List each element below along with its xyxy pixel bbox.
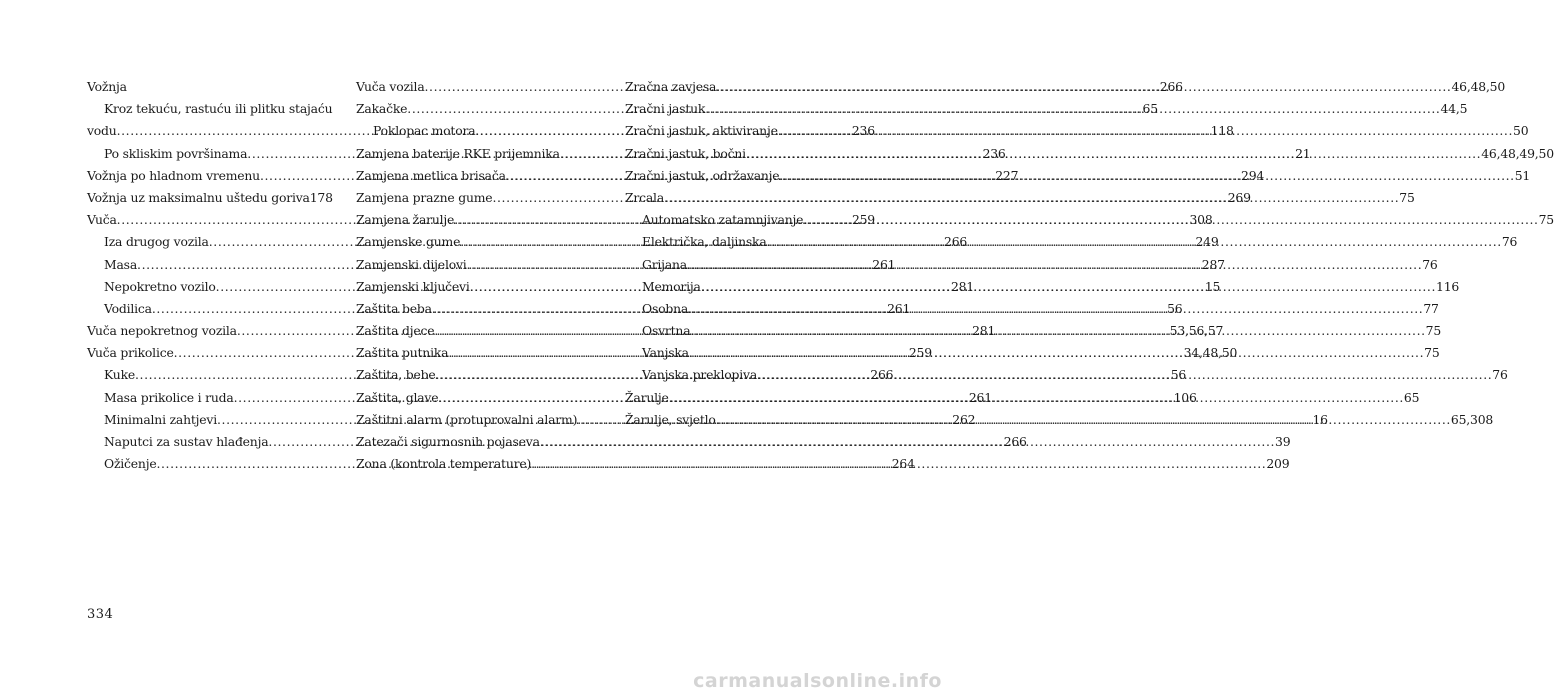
entry-label: Minimalni zahtjevi: [104, 411, 217, 427]
entry-page-ref: 281: [950, 278, 974, 294]
entry-label: Po skliskim površinama: [104, 145, 248, 161]
entry-label: Zračni jastuk, bočni: [625, 145, 746, 161]
entry-page-ref: 269: [1227, 189, 1251, 205]
entry-page-ref: 261: [968, 389, 992, 405]
entry-label: Vuča: [87, 212, 117, 228]
entry-label: Zaštitni alarm (protuprovalni alarm): [356, 411, 578, 427]
entry-page-ref: 266: [870, 367, 894, 383]
entry-page-ref: 178: [309, 189, 333, 205]
entry-page-ref: 261: [887, 300, 911, 316]
entry-page-ref: 75: [1538, 212, 1554, 228]
entry-page-ref: 266: [1003, 434, 1027, 449]
dot-leader: [716, 76, 1451, 98]
entry-page-ref: 56: [1170, 367, 1187, 383]
entry-label: Zračna zavjesa: [625, 79, 717, 94]
entry-label: Vuča vozila: [356, 79, 425, 94]
entry-label: Osvrtna: [642, 323, 691, 339]
entry-label: Zamjenske gume: [356, 234, 461, 250]
entry-label: Vožnja po hladnom vremenu: [87, 167, 260, 183]
entry-label: vodu: [87, 123, 117, 139]
entry-label: Žarulje, svjetlo: [625, 411, 716, 427]
entry-page-ref: 15: [1204, 278, 1221, 294]
entry-page-ref: 261: [872, 256, 896, 272]
entry-label: Automatsko zatamnjivanje: [642, 212, 804, 228]
dot-leader: [767, 231, 1502, 253]
entry-page-ref: 16: [1312, 411, 1328, 427]
entry-page-ref: 262: [952, 411, 976, 427]
entry-page-ref: 50: [1513, 123, 1529, 139]
entry-page-ref: 53,56,57: [1169, 323, 1224, 339]
entry-label: Vožnja: [87, 79, 127, 94]
entry-label: Vuča prikolice: [87, 345, 174, 361]
entry-label: Električka, daljinska: [642, 234, 767, 250]
entry-label: Poklopac motora: [373, 123, 476, 139]
dot-leader: [689, 342, 1424, 364]
entry-page-ref: 76: [1422, 256, 1438, 272]
entry-page-ref: 44,5: [1440, 101, 1468, 117]
entry-page-ref: 77: [1423, 300, 1439, 316]
entry-label: Vodilica: [104, 300, 152, 316]
entry-label: Vožnja uz maksimalnu uštedu goriva: [87, 189, 310, 205]
entry-page-ref: 76: [1492, 367, 1508, 383]
entry-label: Kroz tekuću, rastuću ili plitku stajaću: [104, 101, 333, 117]
entry-page-ref: 249: [1195, 234, 1219, 250]
entry-label: Memorija: [642, 278, 701, 294]
dot-leader: [701, 276, 1436, 298]
entry-label: Osobna: [642, 300, 689, 316]
entry-label: Zračni jastuk: [625, 101, 706, 117]
entry-page-ref: 39: [1275, 434, 1291, 449]
entry-label: Zamjena metlica brisača: [356, 167, 506, 183]
entry-page-ref: 236: [851, 123, 875, 139]
entry-label: Grijana: [642, 256, 687, 272]
dot-leader: [687, 254, 1422, 276]
entry-page-ref: 21: [1295, 145, 1311, 161]
entry-label: Kuke: [104, 367, 136, 383]
index-entry: [87, 76, 297, 98]
entry-label: Ožičenje: [104, 456, 157, 472]
entry-label: Vanjska preklopiva: [642, 367, 758, 383]
entry-page-ref: 76: [1501, 234, 1518, 250]
entry-page-ref: 259: [851, 212, 875, 228]
entry-page-ref: 75: [1425, 323, 1442, 339]
entry-label: Zamjenski ključevi: [356, 278, 470, 294]
entry-label: Zračni jastuk, aktiviranje: [625, 123, 778, 139]
entry-label: Zaštita beba: [356, 300, 432, 316]
entry-page-ref: 75: [1399, 189, 1415, 205]
entry-page-ref: 281: [972, 323, 996, 339]
entry-label: Masa: [104, 256, 138, 272]
entry-page-ref: 56: [1167, 300, 1183, 316]
entry-page-ref: 294: [1241, 167, 1265, 183]
entry-label: Zamjena prazne gume: [356, 189, 493, 205]
dot-leader: [779, 165, 1514, 187]
entry-page-ref: 65: [1142, 101, 1158, 117]
entry-label: Zaštita, bebe: [356, 367, 436, 383]
entry-page-ref: 51: [1514, 167, 1531, 183]
entry-label: Naputci za sustav hlađenja: [104, 434, 269, 449]
entry-page-ref: 227: [995, 167, 1019, 183]
entry-page-ref: 65: [1403, 389, 1420, 405]
dot-leader: [690, 320, 1425, 342]
entry-label: Zaštita putnika: [356, 345, 449, 361]
entry-page-ref: 118: [1210, 123, 1234, 139]
entry-label: Zona (kontrola temperature): [356, 456, 532, 472]
entry-label: Zatezači sigurnosnih pojaseva: [356, 434, 540, 449]
dot-leader: [716, 409, 1451, 431]
dot-leader: [778, 120, 1513, 142]
entry-page-ref: 266: [1159, 79, 1183, 94]
dot-leader: [531, 453, 1266, 475]
entry-page-ref: 266: [944, 234, 968, 250]
index-entry: [87, 187, 333, 209]
entry-label: Zamjena žarulje: [356, 212, 455, 228]
entry-page-ref: 308: [1189, 212, 1213, 228]
entry-label: Zrcala: [625, 189, 665, 205]
dot-leader: [705, 98, 1440, 120]
dot-leader: [664, 187, 1399, 209]
dot-leader: [803, 209, 1538, 231]
dot-leader: [669, 387, 1404, 409]
entry-label: Zakačke: [356, 101, 408, 117]
entry-page-ref: 264: [891, 456, 915, 472]
entry-label: Zamjena baterije RKE prijemnika: [356, 145, 560, 161]
entry-page-ref: 34,48,50: [1183, 345, 1238, 361]
entry-label: Žarulje: [625, 389, 669, 405]
entry-page-ref: 106: [1173, 389, 1197, 405]
dot-leader: [540, 431, 1275, 453]
entry-page-ref: 46,48,49,50: [1481, 145, 1554, 161]
entry-page-ref: 236: [982, 145, 1006, 161]
entry-label: Vanjska: [642, 345, 689, 361]
dot-leader: [757, 364, 1492, 386]
entry-label: Zamjenski dijelovi: [356, 256, 467, 272]
entry-label: Vuča nepokretnog vozila: [87, 323, 237, 339]
page-number: 334: [87, 607, 114, 622]
entry-page-ref: 65,308: [1450, 411, 1494, 427]
entry-page-ref: 116: [1436, 278, 1460, 294]
entry-page-ref: 46,48,50: [1451, 79, 1506, 94]
entry-page-ref: 259: [908, 345, 932, 361]
dot-leader: [746, 143, 1481, 165]
dot-leader: [688, 298, 1423, 320]
entry-label: Masa prikolice i ruda: [104, 389, 234, 405]
entry-page-ref: 209: [1266, 456, 1290, 472]
entry-label: Nepokretno vozilo: [104, 278, 216, 294]
entry-page-ref: 75: [1424, 345, 1440, 361]
entry-label: Zaštita, glave: [356, 389, 439, 405]
entry-page-ref: 287: [1201, 256, 1225, 272]
entry-label: Iza drugog vozila: [104, 234, 209, 250]
entry-label: Zaštita djece: [356, 323, 435, 339]
entry-label: Zračni jastuk, održavanje: [625, 167, 780, 183]
watermark: carmanualsonline.info: [693, 670, 942, 692]
index-subentry: [87, 98, 333, 120]
